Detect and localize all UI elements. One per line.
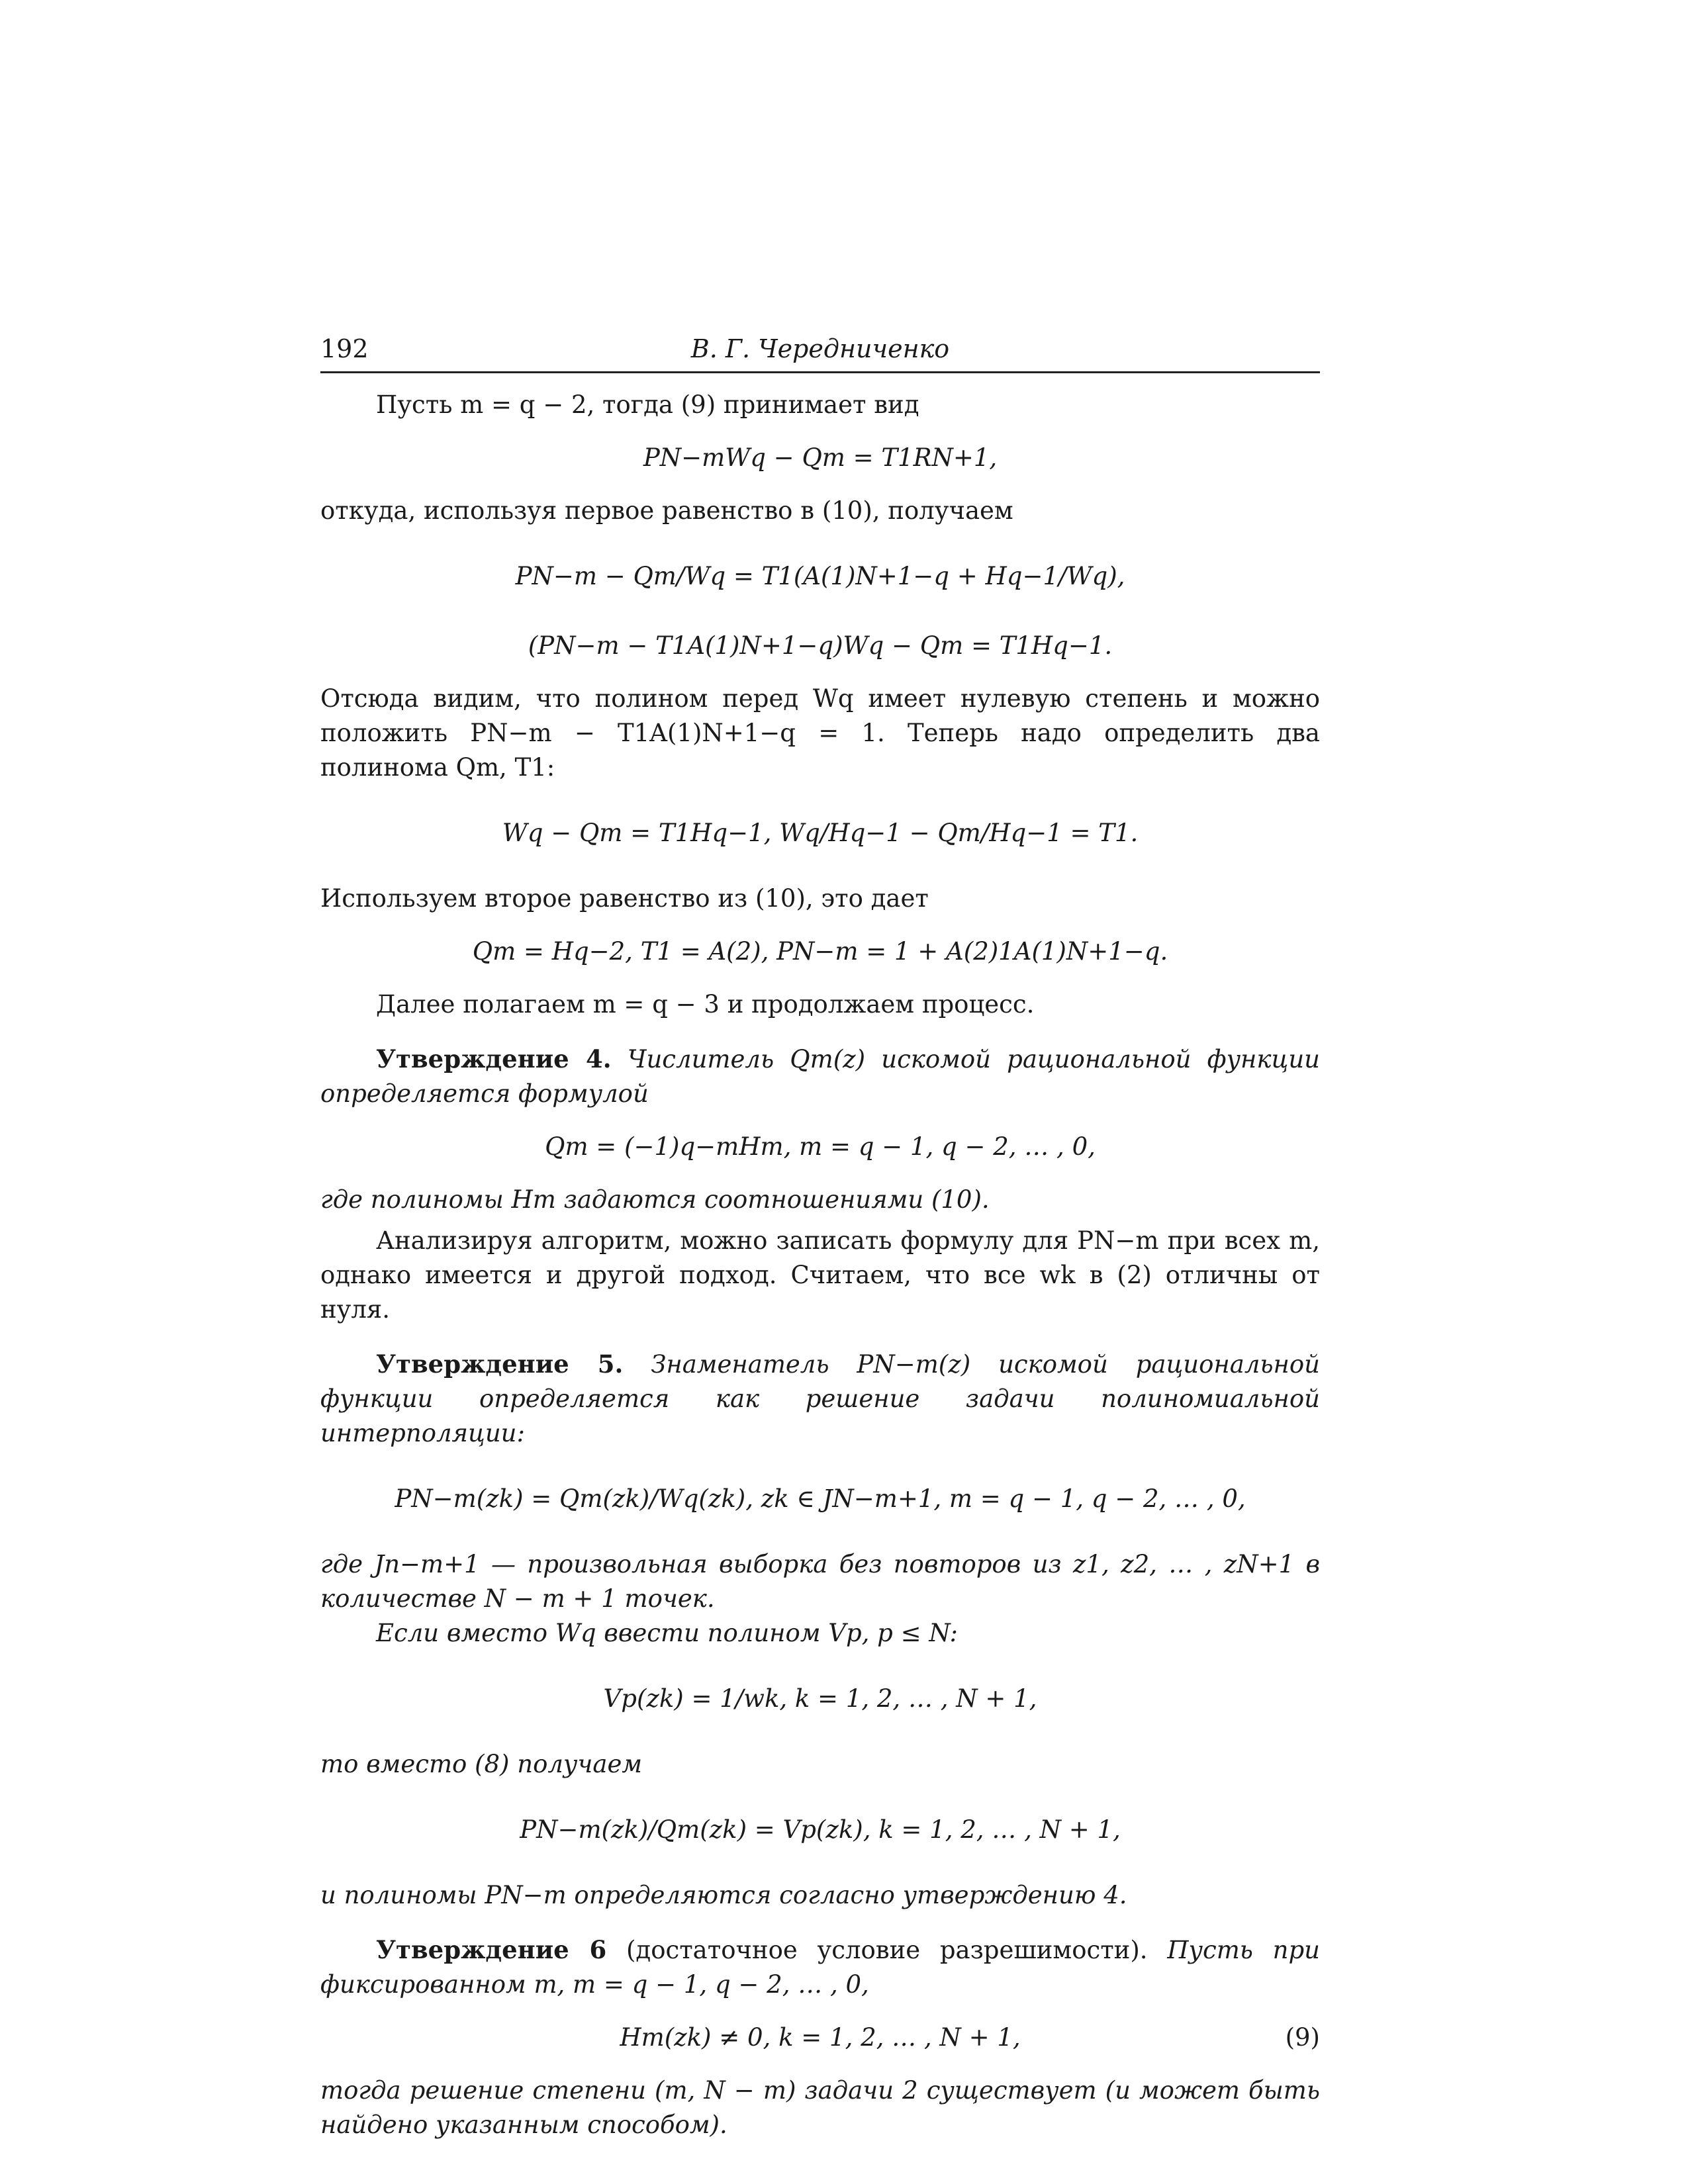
running-head-author: В. Г. Чередниченко (690, 334, 950, 363)
equation: Wq − Qm = T1Hq−1, Wq/Hq−1 − Qm/Hq−1 = T1. (502, 819, 1139, 847)
paragraph: Далее полагаем m = q − 3 и продолжаем процесс. (376, 990, 1035, 1019)
paragraph: где полиномы Hm задаются соотношениями (10). (320, 1185, 990, 1214)
page-number: 192 (320, 334, 369, 363)
equation: PN−mWq − Qm = T1RN+1, (643, 443, 998, 472)
equation: PN−m − Qm/Wq = T1(A(1)N+1−q + Hq−1/Wq), (515, 562, 1125, 590)
statement-label: Утверждение 6 (376, 1935, 607, 1964)
equation: PN−m(zk)/Qm(zk) = Vp(zk), k = 1, 2, … , N + 1, (520, 1815, 1121, 1844)
paragraph: Пусть m = q − 2, тогда (9) принимает вид (376, 390, 919, 419)
equation-numbered (320, 2017, 1320, 2059)
statement-label: Утверждение 5. (376, 1349, 624, 1379)
statement-4 (320, 1042, 1320, 1111)
paragraph: то вместо (8) получаем (320, 1750, 643, 1778)
statement-5 (320, 1347, 1320, 1451)
paragraph: Анализируя алгоритм, можно записать формулу для PN−m при всех m, однако имеется и другой подход. Считаем, что все wk в (2) отличны от нуля. (320, 1226, 1320, 1324)
paragraph: и полиномы PN−m определяются согласно утверждению 4. (320, 1881, 1127, 1909)
equation: (PN−m − T1A(1)N+1−q)Wq − Qm = T1Hq−1. (528, 631, 1113, 660)
statement-label: Утверждение 4. (376, 1044, 612, 1073)
equation: Vp(zk) = 1/wk, k = 1, 2, … , N + 1, (603, 1684, 1037, 1713)
statement-text: Числитель Qm(z) искомой рациональной функции определяется формулой (320, 1045, 1320, 1108)
equation: Qm = Hq−2, T1 = A(2), PN−m = 1 + A(2)1A(1)N+1−q. (472, 937, 1168, 966)
equation: Qm = (−1)q−mHm, m = q − 1, q − 2, … , 0, (545, 1132, 1096, 1161)
page-body (320, 388, 1320, 2142)
paragraph: где Jn−m+1 — произвольная выборка без повторов из z1, z2, … , zN+1 в количестве N − m + 1 точек. (320, 1550, 1320, 1613)
equation-number: (9) (1285, 2023, 1320, 2052)
equation: PN−m(zk) = Qm(zk)/Wq(zk), zk ∈ JN−m+1, m = q − 1, q − 2, … , 0, (395, 1484, 1246, 1513)
paragraph: Используем второе равенство из (10), это дает (320, 884, 929, 913)
statement-6 (320, 1933, 1320, 2002)
statement-text: Знаменатель PN−m(z) искомой рациональной функции определяется как решение задачи полиномиальной интерполяции: (320, 1350, 1320, 1447)
statement-note: (достаточное условие разрешимости). (626, 1936, 1148, 1964)
paragraph: Отсюда видим, что полином перед Wq имеет нулевую степень и можно положить PN−m − T1A(1)N+1−q = 1. Теперь надо определить два полинома Qm, T1: (320, 684, 1320, 782)
page (320, 334, 1320, 2142)
equation: Hm(zk) ≠ 0, k = 1, 2, … , N + 1, (620, 2023, 1021, 2052)
running-header (320, 334, 1320, 373)
statement-text: Пусть при фиксированном m, m = q − 1, q − 2, … , 0, (320, 1936, 1321, 1999)
paragraph: Если вместо Wq ввести полином Vp, p ≤ N: (376, 1619, 958, 1647)
paragraph: тогда решение степени (m, N − m) задачи 2 существует (и может быть найдено указанным способом). (320, 2076, 1320, 2139)
paragraph: откуда, используя первое равенство в (10), получаем (320, 496, 1013, 525)
